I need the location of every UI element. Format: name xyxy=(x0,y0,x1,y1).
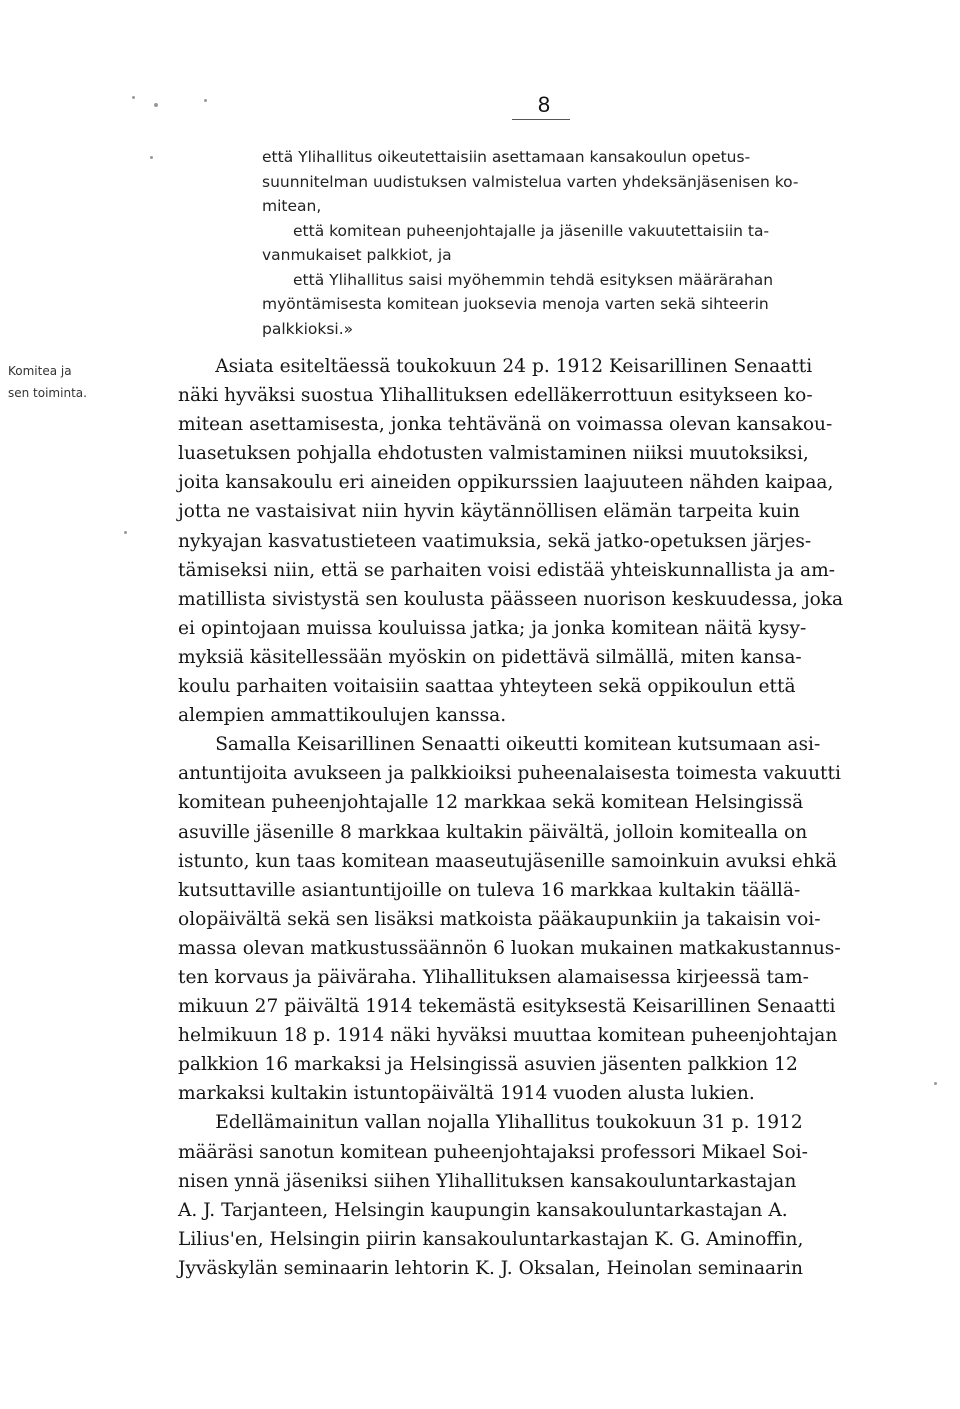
scan-speck xyxy=(132,96,135,99)
quoted-proposal xyxy=(262,145,898,341)
scan-speck xyxy=(154,103,158,107)
quote-line: suunnitelman uudistuksen valmistelua varten yhdeksänjäsenisen ko- xyxy=(262,172,799,191)
body-line: Lilius'en, Helsingin piirin kansakouluntarkastajan K. G. Aminoffin, xyxy=(178,1228,804,1250)
body-line: koulu parhaiten voitaisiin saattaa yhteyteen sekä oppikoulun että xyxy=(178,676,796,698)
margin-note xyxy=(8,360,178,404)
quote-line: mitean, xyxy=(262,197,322,215)
quote-line: että komitean puheenjohtajalle ja jäsenille vakuutettaisiin ta- xyxy=(262,221,770,240)
body-line: jotta ne vastaisivat niin hyvin käytännöllisen elämän tarpeita kuin xyxy=(178,501,800,523)
body-line: komitean puheenjohtajalle 12 markkaa sekä komitean Helsingissä xyxy=(178,792,804,814)
body-line: ei opintojaan muissa kouluissa jatka; ja jonka komitean näitä kysy- xyxy=(178,617,807,639)
body-line: mitean asettamisesta, jonka tehtävänä on voimassa olevan kansakou- xyxy=(178,414,833,436)
body-line: nisen ynnä jäseniksi siihen Ylihallituksen kansakouluntarkastajan xyxy=(178,1170,797,1192)
quote-line: että Ylihallitus saisi myöhemmin tehdä esityksen määrärahan xyxy=(262,270,774,289)
margin-note-line: Komitea ja xyxy=(8,364,72,378)
body-line: asuville jäsenille 8 markkaa kultakin päivältä, jolloin komitealla on xyxy=(178,821,808,843)
scan-speck xyxy=(204,99,207,102)
body-line: palkkion 16 markaksi ja Helsingissä asuvien jäsenten palkkion 12 xyxy=(178,1054,798,1076)
body-line: helmikuun 18 p. 1914 näki hyväksi muuttaa komitean puheenjohtajan xyxy=(178,1025,838,1047)
body-line: tämiseksi niin, että se parhaiten voisi edistää yhteiskunnallista ja am- xyxy=(178,559,835,581)
body-line: joita kansakoulu eri aineiden oppikurssien laajuuteen nähden kaipaa, xyxy=(178,472,834,494)
quote-line: vanmukaiset palkkiot, ja xyxy=(262,246,452,264)
page-number: 8 xyxy=(537,92,551,117)
body-line: myksiä käsitellessään myöskin on pidettävä silmällä, miten kansa- xyxy=(178,646,802,668)
body-line: antuntijoita avukseen ja palkkioiksi puheenalaisesta toimesta vakuutti xyxy=(178,763,841,785)
body-line: mikuun 27 päivältä 1914 tekemästä esityksestä Keisarillinen Senaatti xyxy=(178,996,836,1018)
body-line: Asiata esiteltäessä toukokuun 24 p. 1912 Keisarillinen Senaatti xyxy=(178,356,813,377)
body-line: A. J. Tarjanteen, Helsingin kaupungin kansakouluntarkastajan A. xyxy=(178,1199,788,1221)
body-line: olopäivältä sekä sen lisäksi matkoista pääkaupunkiin ja takaisin voi- xyxy=(178,908,821,930)
body-text xyxy=(178,352,894,1283)
body-line: luasetuksen pohjalla ehdotusten valmistaminen niiksi muutoksiksi, xyxy=(178,443,809,465)
body-line: näki hyväksi suostua Ylihallituksen edelläkerrottuun esitykseen ko- xyxy=(178,385,813,407)
body-line: Jyväskylän seminaarin lehtorin K. J. Oksalan, Heinolan seminaarin xyxy=(178,1257,803,1279)
scan-speck xyxy=(150,156,153,159)
body-line: kutsuttaville asiantuntijoille on tuleva 16 markkaa kultakin täällä- xyxy=(178,879,801,901)
body-line: nykyajan kasvatustieteen vaatimuksia, sekä jatko-opetuksen järjes- xyxy=(178,530,812,552)
body-line: istunto, kun taas komitean maaseutujäsenille samoinkuin avuksi ehkä xyxy=(178,850,838,872)
body-line: määräsi sanotun komitean puheenjohtajaksi professori Mikael Soi- xyxy=(178,1141,808,1163)
body-line: Samalla Keisarillinen Senaatti oikeutti komitean kutsumaan asi- xyxy=(178,734,821,756)
page-number-rule xyxy=(512,119,570,120)
scan-speck xyxy=(934,1082,937,1085)
body-line: alempien ammattikoulujen kanssa. xyxy=(178,705,507,727)
quote-line: että Ylihallitus oikeutettaisiin asettamaan kansakoulun opetus- xyxy=(262,148,751,166)
body-line: markaksi kultakin istuntopäivältä 1914 vuoden alusta lukien. xyxy=(178,1083,755,1105)
scan-speck xyxy=(124,531,127,534)
body-line: Edellämainitun vallan nojalla Ylihallitus toukokuun 31 p. 1912 xyxy=(178,1112,803,1134)
body-line: massa olevan matkustussäännön 6 luokan mukainen matkakustannus- xyxy=(178,937,841,959)
body-line: matillista sivistystä sen koulusta päässeen nuorison keskuudessa, joka xyxy=(178,588,844,610)
margin-note-line: sen toiminta. xyxy=(8,386,87,400)
quote-line: myöntämisesta komitean juoksevia menoja varten sekä sihteerin xyxy=(262,295,769,313)
body-line: ten korvaus ja päiväraha. Ylihallituksen alamaisessa kirjeessä tam- xyxy=(178,966,809,988)
quote-line: palkkioksi.» xyxy=(262,319,354,338)
